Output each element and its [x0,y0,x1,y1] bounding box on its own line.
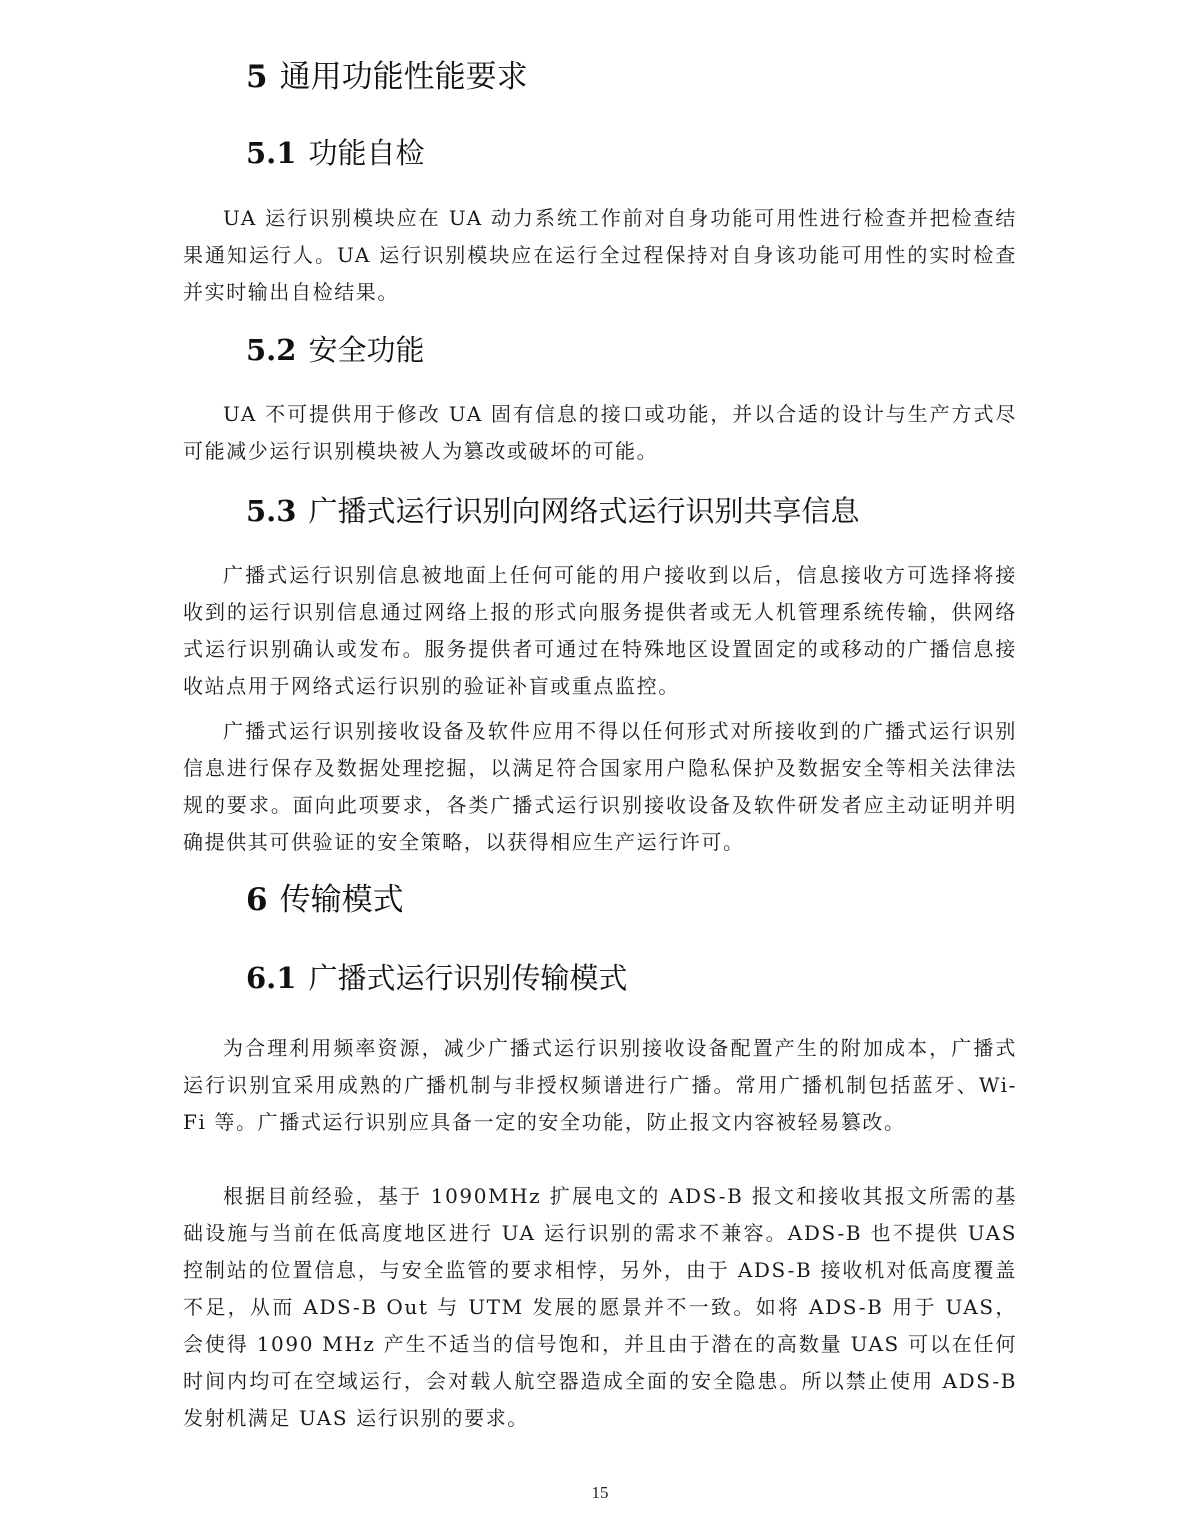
heading-number: 6.1 [246,961,297,995]
page-number: 15 [591,1483,609,1502]
heading-section-5-2 [246,330,424,370]
heading-number: 5 [246,59,268,95]
heading-title: 安全功能 [308,333,425,367]
heading-number: 6 [246,882,268,918]
heading-title: 通用功能性能要求 [279,59,528,95]
heading-section-6 [246,880,404,920]
paragraph-5-3-2: 广播式运行识别接收设备及软件应用不得以任何形式对所接收到的广播式运行识别信息进行保存及数据处理挖掘，以满足符合国家用户隐私保护及数据安全等相关法律法规的要求。面向此项要求，各类广播式运行识别接收设备及软件研发者应主动证明并明确提供其可供验证的安全策略，以获得相应生产运行许可。 [183,719,1017,854]
heading-number: 5.3 [246,494,297,528]
paragraph-6-1-1: 为合理利用频率资源，减少广播式运行识别接收设备配置产生的附加成本，广播式运行识别宜采用成熟的广播机制与非授权频谱进行广播。常用广播机制包括蓝牙、Wi-Fi 等。广播式运行识别应具备一定的安全功能，防止报文内容被轻易篡改。 [183,1036,1017,1134]
heading-title: 传输模式 [279,882,404,918]
paragraph-5-2-1: UA 不可提供用于修改 UA 固有信息的接口或功能，并以合适的设计与生产方式尽可能减少运行识别模块被人为篡改或破坏的可能。 [183,402,1017,463]
heading-title: 广播式运行识别向网络式运行识别共享信息 [308,494,860,528]
heading-number: 5.1 [246,136,297,170]
heading-section-6-1 [246,958,627,998]
paragraph-5-1-1: UA 运行识别模块应在 UA 动力系统工作前对自身功能可用性进行检查并把检查结果通知运行人。UA 运行识别模块应在运行全过程保持对自身该功能可用性的实时检查并实时输出自检结果。 [183,206,1017,304]
heading-section-5-3 [246,491,859,531]
heading-number: 5.2 [246,333,297,367]
paragraph-6-1-2: 根据目前经验，基于 1090MHz 扩展电文的 ADS-B 报文和接收其报文所需的基础设施与当前在低高度地区进行 UA 运行识别的需求不兼容。ADS-B 也不提供 UAS 控制站的位置信息，与安全监管的要求相悖，另外，由于 ADS-B 接收机对低高度覆盖不足，从而 ADS-B Out 与 UTM 发展的愿景并不一致。如将 ADS-B 用于 UAS，会使得 1090 MHz 产生不适当的信号饱和，并且由于潜在的高数量 UAS 可以在任何时间内均可在空域运行，会对载人航空器造成全面的安全隐患。所以禁止使用 ADS-B 发射机满足 UAS 运行识别的要求。 [183,1184,1017,1430]
heading-title: 功能自检 [308,136,425,170]
heading-section-5 [246,57,528,97]
heading-section-5-1 [246,133,424,173]
heading-title: 广播式运行识别传输模式 [308,961,628,995]
paragraph-5-3-1: 广播式运行识别信息被地面上任何可能的用户接收到以后，信息接收方可选择将接收到的运行识别信息通过网络上报的形式向服务提供者或无人机管理系统传输，供网络式运行识别确认或发布。服务提供者可通过在特殊地区设置固定的或移动的广播信息接收站点用于网络式运行识别的验证补盲或重点监控。 [183,563,1017,698]
